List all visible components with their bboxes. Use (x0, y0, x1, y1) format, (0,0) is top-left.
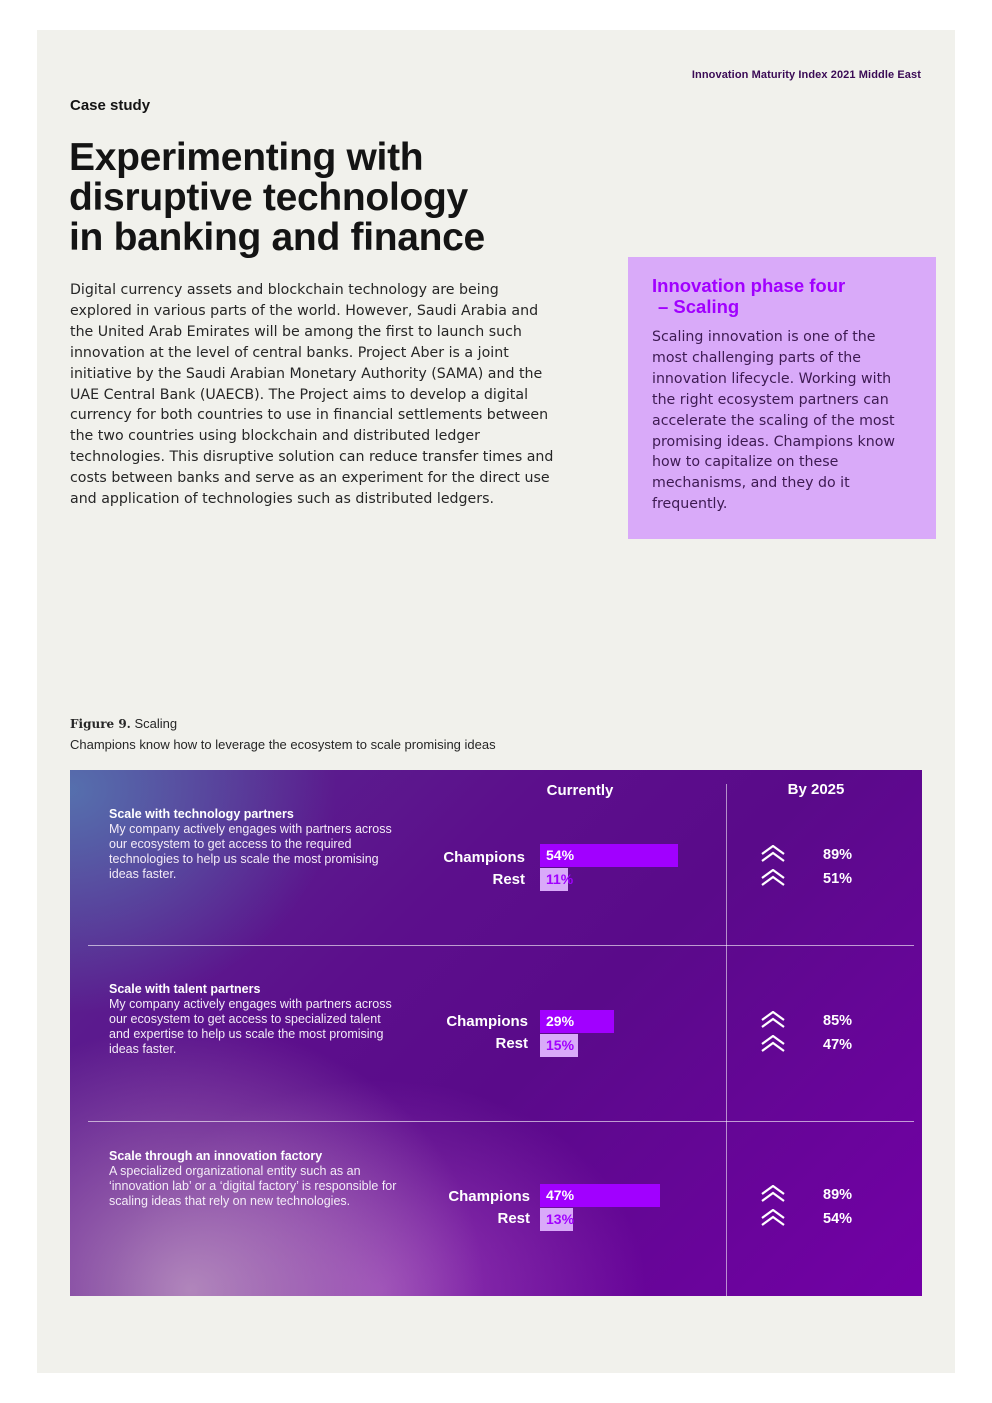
row-title: Scale with technology partners (109, 807, 294, 821)
value-champions-by-2025: 85% (823, 1013, 853, 1029)
growth-arrow-icon (759, 1035, 787, 1053)
callout-text: Scaling innovation is one of the most challenging parts of the innovation lifecycle. Working with the right ecosystem partners can accelerate the scaling of the most promising ideas. Champions know how to capitalize on these mechanisms, and they do it frequently. (652, 329, 896, 513)
figure-title: Scaling (134, 716, 178, 731)
bar-rest-current: 11% (540, 868, 568, 891)
title-line: in banking and finance (69, 216, 485, 259)
series-label-rest: Rest (497, 1210, 530, 1227)
bar-champions-current: 29% (540, 1010, 614, 1033)
growth-arrow-icon (759, 1185, 787, 1203)
bar-rest-current: 13% (540, 1208, 573, 1231)
callout-title (652, 275, 912, 317)
title-line: Experimenting with (69, 136, 424, 179)
bar-champions-current: 47% (540, 1184, 660, 1207)
row-description: My company actively engages with partners across our ecosystem to get access to the required technologies to help us scale the most promising ideas faster. (109, 822, 392, 881)
growth-arrow-icon (759, 869, 787, 887)
figure-subtitle: Champions know how to leverage the ecosystem to scale promising ideas (70, 737, 496, 752)
page (37, 30, 955, 1373)
growth-arrow-icon (759, 1209, 787, 1227)
value-rest-by-2025: 54% (823, 1211, 853, 1227)
value-rest-by-2025: 47% (823, 1037, 853, 1053)
row-description: A specialized organizational entity such as an ‘innovation lab’ or a ‘digital factory’ is responsible for scaling ideas that rely on new technologies. (109, 1164, 397, 1208)
page-title (69, 138, 589, 258)
series-label-rest: Rest (495, 1035, 528, 1052)
bar-rest-current: 15% (540, 1034, 578, 1057)
kicker-label: Case study (70, 97, 151, 114)
figure-caption (70, 716, 177, 731)
value-champions-by-2025: 89% (823, 1187, 853, 1203)
series-label-champions: Champions (443, 849, 525, 866)
chart-row (70, 982, 922, 1152)
figure-number: Figure 9. (70, 717, 131, 731)
series-label-champions: Champions (446, 1013, 528, 1030)
body-paragraph: Digital currency assets and blockchain technology are being explored in various parts of the world. However, Saudi Arabia and the United Arab Emirates will be among the first to launch such innovation at the level of central banks. Project Aber is a joint initiative by the Saudi Arabian Monetary Authority (SAMA) and the UAE Central Bank (UAECB). The Project aims to develop a digital currency for both countries to use in financial settlements between the two countries using blockchain and distributed ledger technologies. This disruptive solution can reduce transfer times and costs between banks and serve as an experiment for the direct use and application of technologies such as distributed ledgers. (70, 282, 554, 508)
row-title: Scale with talent partners (109, 982, 261, 996)
growth-arrow-icon (759, 1011, 787, 1029)
series-label-rest: Rest (492, 871, 525, 888)
growth-arrow-icon (759, 845, 787, 863)
series-label-champions: Champions (448, 1188, 530, 1205)
column-header-currently: Currently (546, 782, 614, 799)
bar-champions-current: 54% (540, 844, 678, 867)
running-head: Innovation Maturity Index 2021 Middle East (691, 69, 921, 81)
title-line: disruptive technology (69, 176, 468, 219)
column-header-by-2025: By 2025 (787, 781, 845, 798)
callout-title-line: Innovation phase four (652, 275, 846, 296)
chart-row (70, 807, 922, 977)
value-champions-by-2025: 89% (823, 847, 853, 863)
row-description: My company actively engages with partners across our ecosystem to get access to specialized talent and expertise to help us scale the most promising ideas faster. (109, 997, 392, 1056)
chart-panel (70, 770, 922, 1296)
callout-title-line: – Scaling (658, 296, 740, 317)
value-rest-by-2025: 51% (823, 871, 853, 887)
callout-box (628, 257, 936, 539)
row-title: Scale through an innovation factory (109, 1149, 323, 1163)
